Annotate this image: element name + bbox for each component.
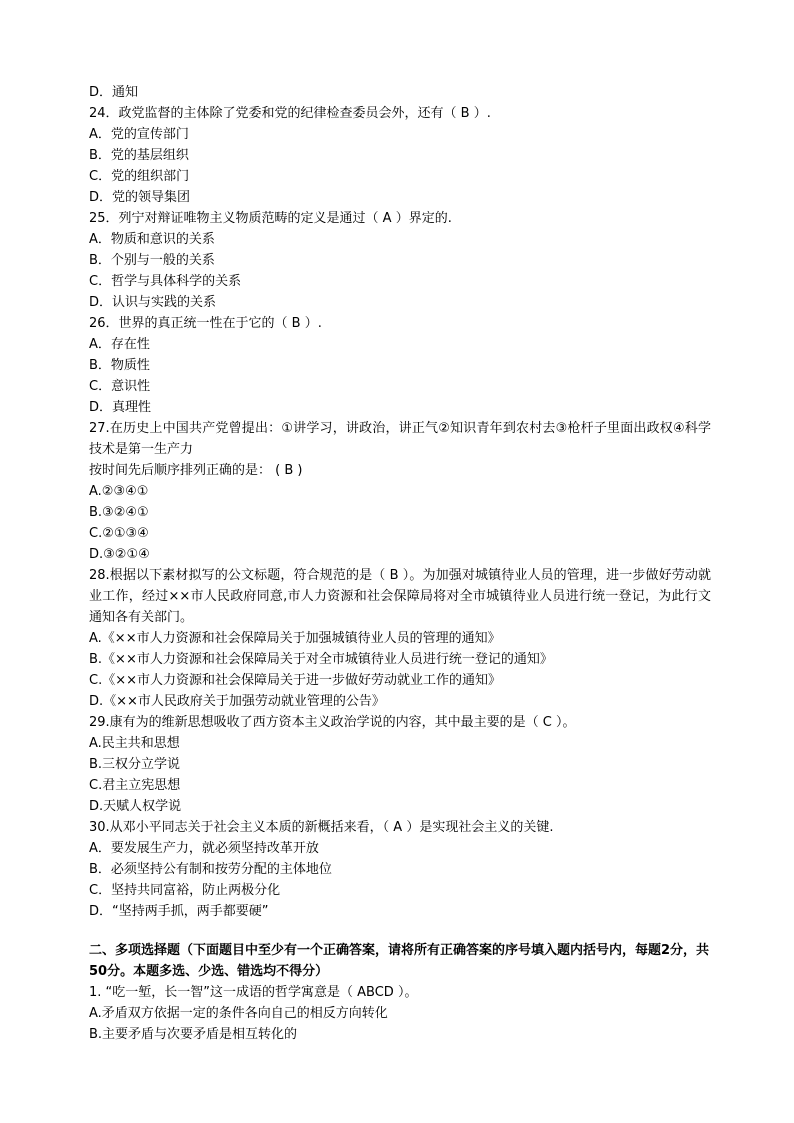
- q25-stem: 25．列宁对辩证唯物主义物质范畴的定义是通过（ A ）界定的.: [89, 211, 452, 226]
- q27-stem-cont: 按时间先后顺序排列正确的是： ( B ): [89, 463, 303, 478]
- q30-stem: 30.从邓小平同志关于社会主义本质的新概括来看，（ A ）是实现社会主义的关键.: [89, 820, 554, 835]
- mq1-option-a: A.矛盾双方依据一定的条件各向自己的相反方向转化: [89, 1006, 388, 1021]
- q28-option-d: D.《××市人民政府关于加强劳动就业管理的公告》: [89, 694, 385, 709]
- q28-option-a: A.《××市人力资源和社会保障局关于加强城镇待业人员的管理的通知》: [89, 631, 501, 646]
- q27-option-a: A.②③④①: [89, 484, 149, 499]
- q26-option-c: C．意识性: [89, 379, 151, 394]
- q27-option-d: D.③②①④: [89, 547, 150, 562]
- q29-stem: 29.康有为的维新思想吸收了西方资本主义政治学说的内容，其中最主要的是（ C ）。: [89, 715, 576, 730]
- q25-option-d: D．认识与实践的关系: [89, 295, 217, 310]
- q30-option-c: C．坚持共同富裕，防止两极分化: [89, 883, 281, 898]
- q24-option-b: B．党的基层组织: [89, 148, 189, 163]
- q26-option-a: A．存在性: [89, 337, 150, 352]
- q27-option-c: C.②①③④: [89, 526, 149, 541]
- q29-option-d: D.天赋人权学说: [89, 799, 182, 814]
- q24-option-d: D．党的领导集团: [89, 190, 191, 205]
- q23-option-d: D．通知: [89, 85, 139, 100]
- q28-option-b: B.《××市人力资源和社会保障局关于对全市城镇待业人员进行统一登记的通知》: [89, 652, 553, 667]
- q26-option-b: B．物质性: [89, 358, 150, 373]
- q25-option-a: A．物质和意识的关系: [89, 232, 215, 247]
- q29-option-a: A.民主共和思想: [89, 736, 180, 751]
- q30-option-b: B．必须坚持公有制和按劳分配的主体地位: [89, 862, 332, 877]
- q29-option-b: B.三权分立学说: [89, 757, 181, 772]
- section-spacer: [89, 922, 711, 940]
- q24-option-a: A．党的宣传部门: [89, 127, 189, 142]
- q24-stem: 24．政党监督的主体除了党委和党的纪律检查委员会外，还有（ B ）.: [89, 106, 491, 121]
- q27-option-b: B.③②④①: [89, 505, 149, 520]
- q28-stem: 28.根据以下素材拟写的公文标题，符合规范的是（ B ）。为加强对城镇待业人员的管理，进一步做好劳动就业工作，经过××市人民政府同意,市人力资源和社会保障局将对全市城镇待业人员进行统一登记，为此行文通知各有关部门。: [89, 568, 711, 625]
- q24-option-c: C．党的组织部门: [89, 169, 190, 184]
- q30-option-d: D．“坚持两手抓，两手都要硬”: [89, 904, 269, 919]
- q26-stem: 26．世界的真正统一性在于它的（ B ）.: [89, 316, 322, 331]
- q29-option-c: C.君主立宪思想: [89, 778, 181, 793]
- mq1-option-b: B.主要矛盾与次要矛盾是相互转化的: [89, 1027, 298, 1042]
- q28-option-c: C.《××市人力资源和社会保障局关于进一步做好劳动就业工作的通知》: [89, 673, 501, 688]
- q25-option-b: B．个别与一般的关系: [89, 253, 215, 268]
- q30-option-a: A．要发展生产力，就必须坚持改革开放: [89, 841, 319, 856]
- q25-option-c: C．哲学与具体科学的关系: [89, 274, 242, 289]
- q27-stem: 27.在历史上中国共产党曾提出：①讲学习，讲政治，讲正气②知识青年到农村去③枪杆子里面出政权④科学技术是第一生产力: [89, 421, 711, 457]
- q26-option-d: D．真理性: [89, 400, 152, 415]
- mq1-stem: 1. “吃一堑，长一智”这一成语的哲学寓意是（ ABCD ）。: [89, 985, 418, 1000]
- section-heading-multiple-choice: 二、多项选择题（下面题目中至少有一个正确答案，请将所有正确答案的序号填入题内括号内，每题2分，共50分。本题多选、少选、错选均不得分）: [89, 943, 710, 979]
- exam-page: [89, 82, 711, 1045]
